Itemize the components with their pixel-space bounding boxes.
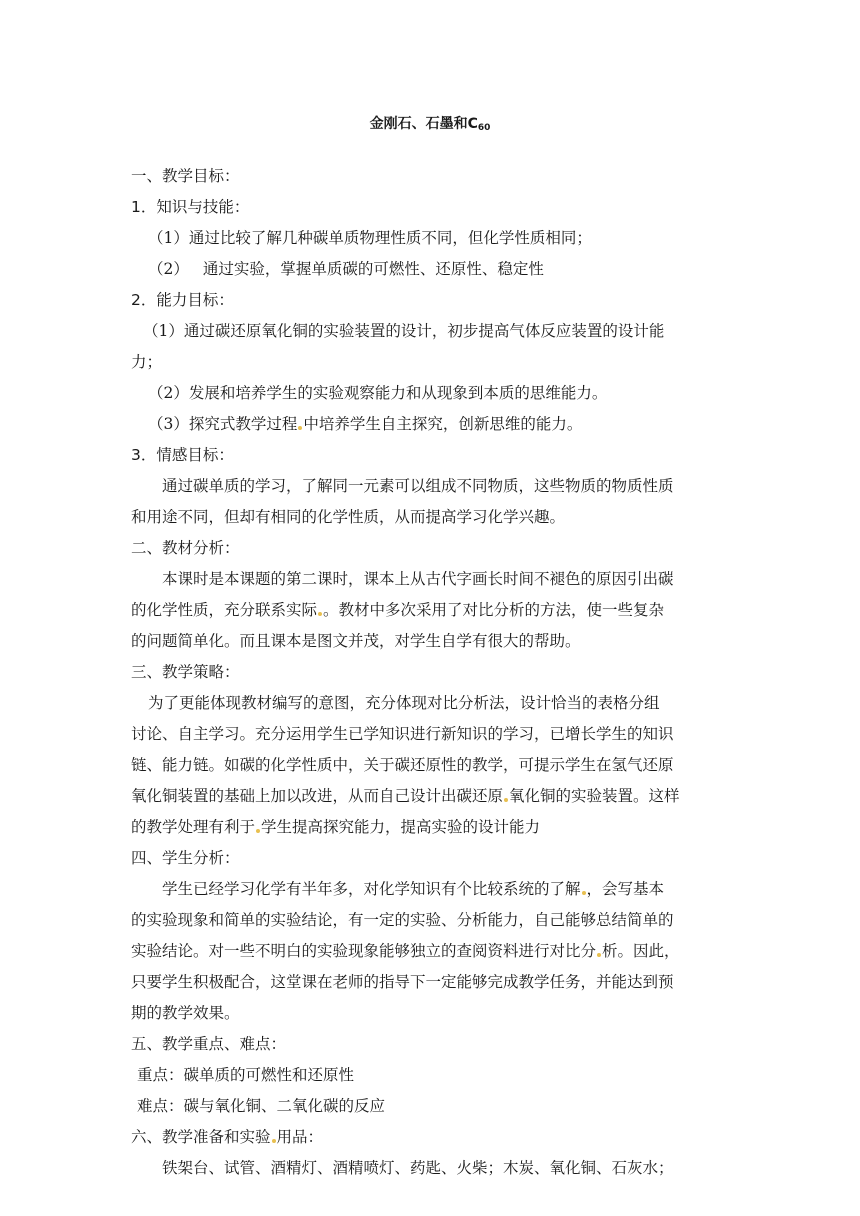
para-material-2	[131, 595, 731, 626]
text-a: 实验结论。对一些不明白的实验现象能够独立的查阅资料进行对比分	[131, 942, 597, 960]
para-strategy-1: 为了更能体现教材编写的意图，充分体现对比分析法，设计恰当的表格分组	[148, 694, 660, 712]
para-student-5: 期的教学效果。	[131, 1004, 240, 1022]
text-b: 氧化铜的实验装置。这样	[509, 787, 680, 805]
para-student-1	[131, 874, 731, 905]
para-material-3: 的问题简单化。而且课本是图文并茂，对学生自学有很大的帮助。	[131, 632, 581, 650]
para-student-4: 只要学生积极配合，这堂课在老师的指导下一定能够完成教学任务，并能达到预	[131, 973, 674, 991]
difficult-point: 难点：碳与氧化铜、二氧化碳的反应	[137, 1097, 386, 1115]
text-a: 学生已经学习化学有半年多，对化学知识有个比较系统的了解	[162, 880, 581, 898]
heading-ability-objectives: 2．能力目标：	[131, 291, 234, 309]
heading-key-points: 五、教学重点、难点：	[131, 1035, 287, 1053]
heading-knowledge-skills: 1．知识与技能：	[131, 198, 250, 216]
title-subscript: 60	[477, 123, 491, 133]
para-strategy-5	[131, 812, 731, 843]
annotation-dot	[597, 953, 601, 957]
item-1-1: （1）通过比较了解几种碳单质物理性质不同，但化学性质相同；	[148, 229, 592, 247]
item-text-b: 中培养学生自主探究，创新思维的能力。	[303, 415, 583, 433]
text-b: 用品：	[276, 1128, 324, 1146]
para-strategy-4	[131, 781, 731, 812]
text-a: 的化学性质，充分联系实际	[131, 601, 318, 619]
document-title	[0, 113, 860, 133]
text-a: 的教学处理有利于	[131, 818, 256, 836]
item-2-2: （2）发展和培养学生的实验观察能力和从现象到本质的思维能力。	[148, 384, 608, 402]
para-strategy-3: 链、能力链。如碳的化学性质中，关于碳还原性的教学，可提示学生在氢气还原	[131, 756, 674, 774]
key-point: 重点：碳单质的可燃性和还原性	[137, 1066, 355, 1084]
item-1-2	[131, 254, 731, 285]
annotation-dot	[272, 1139, 276, 1143]
text-b: ，会写基本	[586, 880, 665, 898]
para-emotion-2: 和用途不同，但却有相同的化学性质，从而提高学习化学兴趣。	[131, 508, 566, 526]
annotation-dot	[318, 612, 322, 616]
item-text: 通过实验，掌握单质碳的可燃性、还原性、稳定性	[202, 260, 544, 278]
text-b: 学生提高探究能力，提高实验的设计能力	[261, 818, 541, 836]
item-2-3	[131, 409, 731, 440]
title-text: 金刚石、石墨和C	[369, 116, 478, 132]
para-student-3	[131, 936, 731, 967]
document-body	[131, 161, 731, 1184]
annotation-dot	[256, 829, 260, 833]
para-strategy-2: 讨论、自主学习。充分运用学生已学知识进行新知识的学习，已增长学生的知识	[131, 725, 674, 743]
heading-student-analysis: 四、学生分析：	[131, 849, 240, 867]
annotation-dot	[582, 891, 586, 895]
heading-material-analysis: 二、教材分析：	[131, 539, 240, 557]
text-a: 六、教学准备和实验	[131, 1128, 271, 1146]
para-preparation-1: 铁架台、试管、酒精灯、酒精喷灯、药匙、火柴；木炭、氧化铜、石灰水；	[162, 1159, 674, 1177]
annotation-dot	[504, 798, 508, 802]
heading-teaching-objectives: 一、教学目标：	[131, 167, 240, 185]
item-text-a: （3）探究式教学过程	[148, 415, 298, 433]
para-material-1: 本课时是本课题的第二课时，课本上从古代字画长时间不褪色的原因引出碳	[162, 570, 674, 588]
item-2-1: （1）通过碳还原氧化铜的实验装置的设计，初步提高气体反应装置的设计能	[143, 322, 665, 340]
heading-preparation	[131, 1122, 731, 1153]
text-b: 。教材中多次采用了对比分析的方法，使一些复杂	[323, 601, 665, 619]
heading-emotional-objectives: 3．情感目标：	[131, 446, 234, 464]
para-emotion-1: 通过碳单质的学习，了解同一元素可以组成不同物质，这些物质的物质性质	[162, 477, 674, 495]
text-b: 析。因此，	[602, 942, 680, 960]
item-number: （2）	[148, 260, 189, 278]
heading-teaching-strategy: 三、教学策略：	[131, 663, 240, 681]
text-a: 氧化铜装置的基础上加以改进，从而自己设计出碳还原	[131, 787, 504, 805]
para-student-2: 的实验现象和简单的实验结论，有一定的实验、分析能力，自己能够总结简单的	[131, 911, 674, 929]
annotation-dot	[298, 426, 302, 430]
item-2-1-cont: 力；	[131, 353, 163, 371]
